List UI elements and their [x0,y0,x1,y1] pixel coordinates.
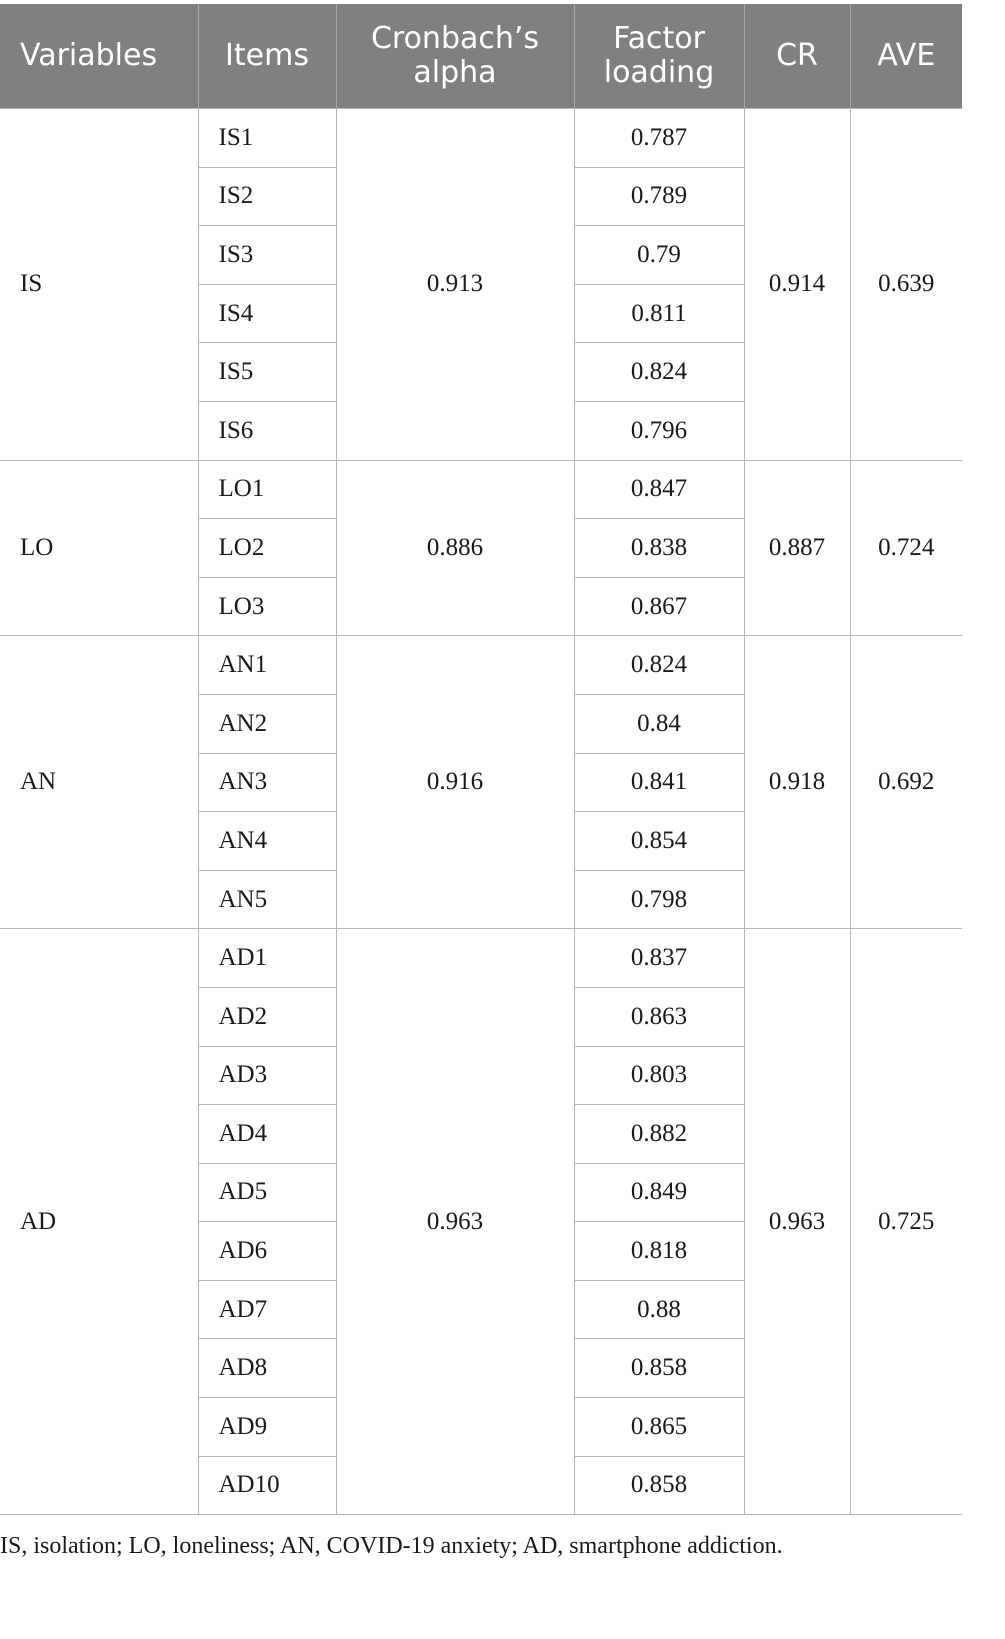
item-cell: AD9 [198,1398,336,1457]
ave-cell: 0.692 [850,636,962,929]
header-factor-loading: Factor loading [574,4,744,109]
loading-cell: 0.88 [574,1280,744,1339]
item-cell: AN2 [198,694,336,753]
loading-cell: 0.865 [574,1398,744,1457]
cr-cell: 0.914 [744,109,850,461]
loading-cell: 0.858 [574,1456,744,1515]
cr-cell: 0.887 [744,460,850,636]
header-ave: AVE [850,4,962,109]
item-cell: IS6 [198,401,336,460]
item-cell: LO3 [198,577,336,636]
alpha-cell: 0.963 [336,929,574,1515]
variable-cell: IS [0,109,198,461]
loading-cell: 0.824 [574,343,744,402]
item-cell: AD7 [198,1280,336,1339]
header-cronbach-alpha: Cronbach’s alpha [336,4,574,109]
item-cell: AD3 [198,1046,336,1105]
alpha-cell: 0.913 [336,109,574,461]
item-cell: AN3 [198,753,336,812]
loading-cell: 0.787 [574,109,744,168]
item-cell: AD6 [198,1222,336,1281]
loading-cell: 0.84 [574,694,744,753]
loading-cell: 0.824 [574,636,744,695]
ave-cell: 0.724 [850,460,962,636]
loading-cell: 0.867 [574,577,744,636]
item-cell: IS3 [198,226,336,285]
item-cell: LO2 [198,519,336,578]
item-cell: IS2 [198,167,336,226]
loading-cell: 0.841 [574,753,744,812]
loading-cell: 0.803 [574,1046,744,1105]
ave-cell: 0.725 [850,929,962,1515]
ave-cell: 0.639 [850,109,962,461]
table-body [0,109,962,1515]
alpha-cell: 0.916 [336,636,574,929]
header-cr: CR [744,4,850,109]
table-row [0,929,962,988]
alpha-cell: 0.886 [336,460,574,636]
reliability-validity-table [0,4,962,1515]
loading-cell: 0.811 [574,284,744,343]
item-cell: IS4 [198,284,336,343]
table-row [0,460,962,519]
table-row [0,636,962,695]
loading-cell: 0.854 [574,812,744,871]
item-cell: IS1 [198,109,336,168]
loading-cell: 0.849 [574,1163,744,1222]
item-cell: IS5 [198,343,336,402]
item-cell: LO1 [198,460,336,519]
cr-cell: 0.918 [744,636,850,929]
loading-cell: 0.847 [574,460,744,519]
loading-cell: 0.838 [574,519,744,578]
loading-cell: 0.79 [574,226,744,285]
header-items: Items [198,4,336,109]
item-cell: AD8 [198,1339,336,1398]
cr-cell: 0.963 [744,929,850,1515]
loading-cell: 0.863 [574,987,744,1046]
item-cell: AN1 [198,636,336,695]
variable-cell: AN [0,636,198,929]
item-cell: AD1 [198,929,336,988]
header-variables: Variables [0,4,198,109]
loading-cell: 0.796 [574,401,744,460]
table-row [0,109,962,168]
item-cell: AN4 [198,812,336,871]
loading-cell: 0.882 [574,1105,744,1164]
item-cell: AD10 [198,1456,336,1515]
loading-cell: 0.818 [574,1222,744,1281]
loading-cell: 0.789 [574,167,744,226]
item-cell: AD2 [198,987,336,1046]
table-footnote: IS, isolation; LO, loneliness; AN, COVID-19 anxiety; AD, smartphone addiction. [0,1533,783,1559]
header-row [0,4,962,109]
item-cell: AD5 [198,1163,336,1222]
item-cell: AN5 [198,870,336,929]
loading-cell: 0.837 [574,929,744,988]
item-cell: AD4 [198,1105,336,1164]
variable-cell: AD [0,929,198,1515]
loading-cell: 0.858 [574,1339,744,1398]
loading-cell: 0.798 [574,870,744,929]
variable-cell: LO [0,460,198,636]
